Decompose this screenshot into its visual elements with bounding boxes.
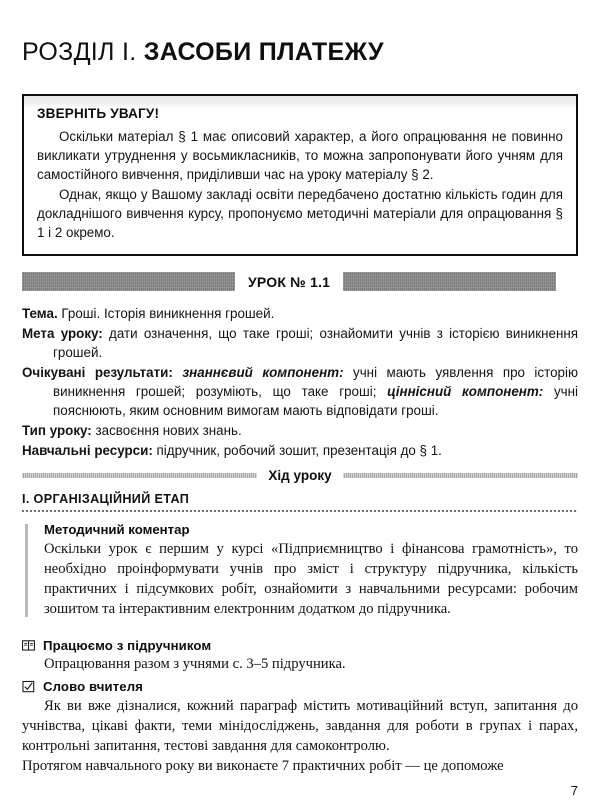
lesson-banner-bar-left	[22, 272, 235, 291]
meta-row-topic	[22, 305, 578, 324]
lesson-metadata	[22, 305, 578, 463]
chapter-title	[22, 40, 384, 65]
meta-label-results: Очікувані результати:	[22, 365, 173, 381]
meta-label-goal: Мета уроку:	[22, 326, 103, 342]
course-divider-line-left	[22, 473, 257, 478]
meta-row-resources	[22, 442, 578, 461]
course-divider-label: Хід уроку	[268, 467, 332, 483]
attention-box-content	[24, 106, 576, 254]
lesson-banner	[22, 272, 578, 291]
teacher-word-section-label: Слово вчителя	[43, 679, 143, 694]
meta-value-values: учні пояснюють, яким основним вимогам мають відповідати гроші.	[53, 384, 579, 418]
textbook-section-heading	[22, 638, 578, 653]
attention-paragraph: Однак, якщо у Вашому закладі освіти передбачено достатню кількість годин для докладнішого вивчення курсу, пропонуємо методичні матеріали для опрацювання § 1 і 2 окремо.	[37, 187, 563, 241]
meta-value-type: засвоєння нових знань.	[91, 423, 242, 439]
checkbox-checked-icon	[22, 680, 35, 693]
textbook-section-text: Опрацювання разом з учнями с. 3–5 підручника.	[44, 656, 346, 672]
meta-row-goal	[22, 325, 578, 363]
stage-underline-rule	[22, 510, 578, 512]
commentary-text: Оскільки урок є першим у курсі «Підприємництво і фінансова грамотність», то необхідно проінформувати учнів про зміст і структуру підручника, кількість практичних і підсумкових робіт, ознайомити з навчальними ресурсами: робочим зошитом та інтерактивним електронним додатком до підручника.	[44, 541, 578, 617]
attention-paragraph: Оскільки матеріал § 1 має описовий характер, а його опрацювання не повинно викликати утруднення у восьмикласників, то можна запропонувати його учням для самостійного вивчення, приділивши час на уроку матеріалу § 2.	[37, 129, 563, 183]
page-number: 7	[570, 783, 578, 798]
methodical-commentary	[22, 522, 578, 619]
chapter-name: ЗАСОБИ ПЛАТЕЖУ	[143, 38, 384, 66]
attention-box-title: ЗВЕРНІТЬ УВАГУ!	[37, 106, 160, 121]
textbook-section-label: Працюємо з підручником	[43, 638, 212, 653]
meta-value-resources: підручник, робочий зошит, презентація до § 1.	[152, 443, 442, 459]
course-divider-line-right	[343, 473, 578, 478]
teacher-word-paragraph-1: Як ви вже дізналися, кожний параграф містить мотиваційний вступ, запитання до учнівства, цікаві факти, теми мінідосліджень, завдання для роботи в групах і парах, контрольні запитання, тестові завдання для самоконтролю.	[22, 698, 578, 754]
commentary-title: Методичний коментар	[44, 522, 190, 537]
lesson-banner-label: УРОК № 1.1	[248, 273, 331, 290]
stage-heading-block	[22, 492, 578, 512]
meta-component-knowledge: знаннєвий компонент:	[172, 365, 344, 381]
meta-component-values: ціннісний компонент:	[376, 384, 544, 400]
attention-box	[22, 94, 578, 256]
stage-title: І. ОРГАНІЗАЦІЙНИЙ ЕТАП	[22, 492, 190, 506]
chapter-number: РОЗДІЛ І.	[22, 38, 137, 66]
meta-value-goal: дати означення, що таке гроші; ознайомити учнів з історією виникнення грошей.	[53, 326, 578, 361]
teacher-word-section-heading	[22, 679, 578, 694]
course-of-lesson-divider	[22, 468, 578, 482]
lesson-banner-bar-right	[343, 272, 556, 291]
meta-label-type: Тип уроку:	[22, 423, 92, 439]
meta-label-resources: Навчальні ресурси:	[22, 443, 153, 459]
meta-row-results	[22, 364, 578, 420]
meta-value-topic: Гроші. Історія виникнення грошей.	[57, 306, 275, 321]
teacher-word-paragraph-2: Протягом навчального року ви виконаєте 7 практичних робіт — це допоможе	[22, 758, 504, 774]
open-book-icon	[22, 639, 35, 652]
meta-value-knowledge: учні мають уявлення про історію виникнення грошей; розуміють, що таке гроші;	[53, 365, 578, 400]
meta-row-type	[22, 422, 578, 441]
meta-label-topic: Тема.	[22, 306, 58, 321]
